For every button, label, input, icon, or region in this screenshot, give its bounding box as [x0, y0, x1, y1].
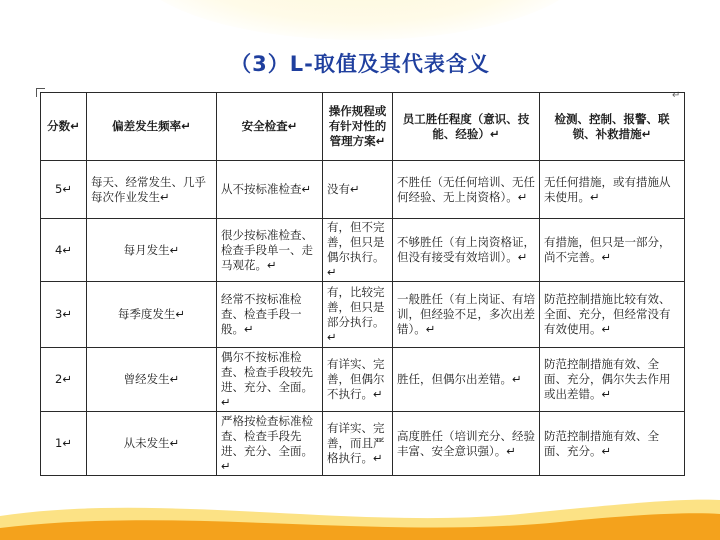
score-cell: 5↵	[41, 161, 87, 219]
competence-cell: 一般胜任（有上岗证、有培训，但经验不足，多次出差错）。↵	[393, 282, 540, 348]
header-safety-check: 安全检查↵	[217, 93, 323, 161]
safety-check-cell: 经常不按标准检查、检查手段一般。↵	[217, 282, 323, 348]
measures-cell: 防范控制措施比较有效、全面、充分，但经常没有有效使用。↵	[540, 282, 685, 348]
paragraph-mark: ↵	[672, 90, 681, 101]
document-area	[36, 88, 686, 474]
score-cell: 1↵	[41, 412, 87, 476]
header-score: 分数↵	[41, 93, 87, 161]
frequency-cell: 从未发生↵	[87, 412, 217, 476]
bottom-wave-decoration	[0, 470, 720, 540]
header-measures: 检测、控制、报警、联锁、补救措施↵	[540, 93, 685, 161]
procedure-cell: 有，但不完善，但只是偶尔执行。↵	[323, 219, 393, 282]
safety-check-cell: 很少按标准检查、检查手段单一、走马观花。↵	[217, 219, 323, 282]
frequency-cell: 每月发生↵	[87, 219, 217, 282]
procedure-cell: 有详实、完善，但偶尔不执行。↵	[323, 348, 393, 412]
likelihood-table	[40, 92, 685, 476]
table-header-row	[41, 93, 685, 161]
score-cell: 3↵	[41, 282, 87, 348]
competence-cell: 不够胜任（有上岗资格证，但没有接受有效培训）。↵	[393, 219, 540, 282]
procedure-cell: 没有↵	[323, 161, 393, 219]
table-row	[41, 348, 685, 412]
safety-check-cell: 从不按标准检查↵	[217, 161, 323, 219]
header-frequency: 偏差发生频率↵	[87, 93, 217, 161]
measures-cell: 防范控制措施有效、全面、充分。↵	[540, 412, 685, 476]
table-row	[41, 282, 685, 348]
measures-cell: 有措施，但只是一部分，尚不完善。↵	[540, 219, 685, 282]
frequency-cell: 曾经发生↵	[87, 348, 217, 412]
measures-cell: 无任何措施，或有措施从未使用。↵	[540, 161, 685, 219]
slide-title: （3）L-取值及其代表含义	[230, 52, 490, 76]
table-row	[41, 412, 685, 476]
header-procedure: 操作规程或有针对性的管理方案↵	[323, 93, 393, 161]
competence-cell: 不胜任（无任何培训、无任何经验、无上岗资格）。↵	[393, 161, 540, 219]
header-competence: 员工胜任程度（意识、技能、经验）↵	[393, 93, 540, 161]
safety-check-cell: 严格按检查标准检查、检查手段先进、充分、全面。↵	[217, 412, 323, 476]
safety-check-cell: 偶尔不按标准检查、检查手段较先进、充分、全面。↵	[217, 348, 323, 412]
procedure-cell: 有，比较完善，但只是部分执行。↵	[323, 282, 393, 348]
score-cell: 4↵	[41, 219, 87, 282]
score-cell: 2↵	[41, 348, 87, 412]
table-row	[41, 219, 685, 282]
frequency-cell: 每季度发生↵	[87, 282, 217, 348]
table-row	[41, 161, 685, 219]
procedure-cell: 有详实、完善，而且严格执行。↵	[323, 412, 393, 476]
competence-cell: 胜任，但偶尔出差错。↵	[393, 348, 540, 412]
competence-cell: 高度胜任（培训充分、经验丰富、安全意识强）。↵	[393, 412, 540, 476]
frequency-cell: 每天、经常发生、几乎每次作业发生↵	[87, 161, 217, 219]
measures-cell: 防范控制措施有效、全面、充分，偶尔失去作用或出差错。↵	[540, 348, 685, 412]
